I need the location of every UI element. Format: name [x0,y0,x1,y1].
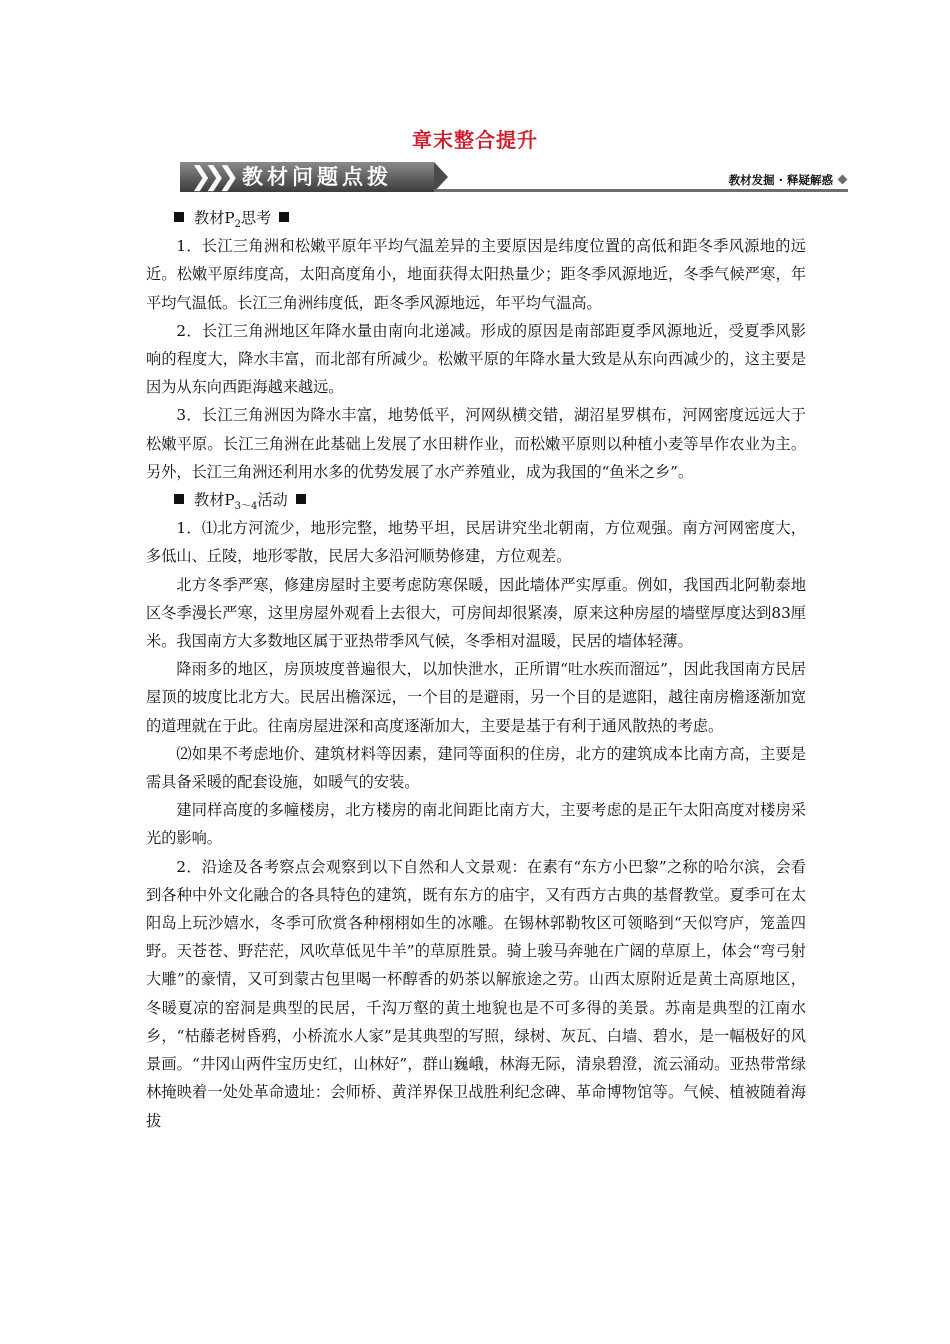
banner-subtitle [729,172,846,188]
paragraph: 1．长江三角洲和松嫩平原年平均气温差异的主要原因是纬度位置的高低和距冬季风源地的远近。松嫩平原纬度高，太阳高度角小，地面获得太阳热量少；距冬季风源地近，冬季气候严寒，年平均气温低。长江三角洲纬度低，距冬季风源地远，年平均气温高。 [146,237,806,312]
section-banner [180,162,848,194]
section-heading [146,204,806,232]
square-bullet-icon [174,212,184,222]
square-bullet-icon [279,212,289,222]
banner-subtitle-text: 教材发掘 · 释疑解惑 [728,173,833,187]
square-bullet-icon [296,494,306,504]
section-heading-suffix: 活动 [257,491,288,510]
chevron-right-icon: ❯❯❯ [190,162,232,192]
paragraph: 降雨多的地区，房顶坡度普遍很大，以加快泄水，正所谓“吐水疾而溜远”，因此我国南方民居屋顶的坡度比北方大。民居出檐深远，一个目的是避雨，另一个目的是遮阳，越往南房檐逐渐加宽的道理就在于此。往南房屋进深和高度逐渐加大，主要是基于有利于通风散热的考虑。 [146,660,806,735]
section-heading [146,486,806,514]
paragraph: 1．⑴北方河流少，地形完整，地势平坦，民居讲究坐北朝南，方位观强。南方河网密度大，多低山、丘陵，地形零散，民居大多沿河顺势修建，方位观差。 [146,519,806,566]
section-heading-subscript: 2 [234,219,241,231]
section-heading-text: 教材P [194,491,235,510]
page-title: 章末整合提升 [412,128,538,152]
section-heading-subscript: 3～4 [234,501,258,513]
banner-label-box [180,162,434,192]
square-bullet-icon [174,494,184,504]
section-heading-suffix: 思考 [240,209,272,227]
paragraph: 3．长江三角洲因为降水丰富，地势低平，河网纵横交错，湖沼星罗棋布，河网密度远远大于松嫩平原。长江三角洲在此基础上发展了水田耕作业，而松嫩平原则以种植小麦等旱作农业为主。另外，长江三角洲还利用水多的优势发展了水产养殖业，成为我国的“鱼米之乡”。 [146,406,806,481]
banner-label: 教材问题点拨 [242,165,392,189]
paragraph: 建同样高度的多幢楼房，北方楼房的南北间距比南方大，主要考虑的是正午太阳高度对楼房采光的影响。 [146,801,806,848]
paragraph: 2．长江三角洲地区年降水量由南向北递减。形成的原因是南部距夏季风源地近，受夏季风影响的程度大，降水丰富，而北部有所减少。松嫩平原的年降水量大致是从东向西减少的，这主要是因为从东向西距海越来越远。 [146,321,806,397]
paragraph: 北方冬季严寒，修建房屋时主要考虑防寒保暖，因此墙体严实厚重。例如，我国西北阿勒泰地区冬季漫长严寒，这里房屋外观看上去很大，可房间却很紧凑，原来这种房屋的墙壁厚度达到83厘米。我国南方大多数地区属于亚热带季风气候，冬季相对温暖，民居的墙体轻薄。 [146,575,806,651]
paragraph: 2．沿途及各考察点会观察到以下自然和人文景观：在素有“东方小巴黎”之称的哈尔滨，会看到各种中外文化融合的各具特色的建筑，既有东方的庙宇，又有西方古典的基督教堂。夏季可在太阳岛上玩沙嬉水，冬季可欣赏各种栩栩如生的冰雕。在锡林郭勒牧区可领略到“天似穹庐，笼盖四野。天苍苍、野茫茫，风吹草低见牛羊”的草原胜景。骑上骏马奔驰在广阔的草原上，体会“弯弓射大雕”的豪情，又可到蒙古包里喝一杯醇香的奶茶以解旅途之劳。山西太原附近是黄土高原地区，冬暖夏凉的窑洞是典型的民居，千沟万壑的黄土地貌也是不可多得的美景。苏南是典型的江南水乡，“枯藤老树昏鸦，小桥流水人家”是其典型的写照，绿树、灰瓦、白墙、碧水，是一幅极好的风景画。“井冈山两件宝历史红，山林好”，群山巍峨，林海无际，清泉碧澄，流云涌动。亚热带常绿林掩映着一处处革命遗址：会师桥、黄洋界保卫战胜利纪念碑、革命博物馆等。气候、植被随着海拔 [146,857,806,1130]
paragraph: ⑵如果不考虑地价、建筑材料等因素，建同等面积的住房，北方的建筑成本比南方高，主要是需具备采暖的配套设施，如暖气的安装。 [146,744,806,792]
section-heading-text: 教材P [194,209,235,227]
banner-rule [434,189,848,192]
document-body [146,204,806,1135]
diamond-icon [838,175,848,185]
